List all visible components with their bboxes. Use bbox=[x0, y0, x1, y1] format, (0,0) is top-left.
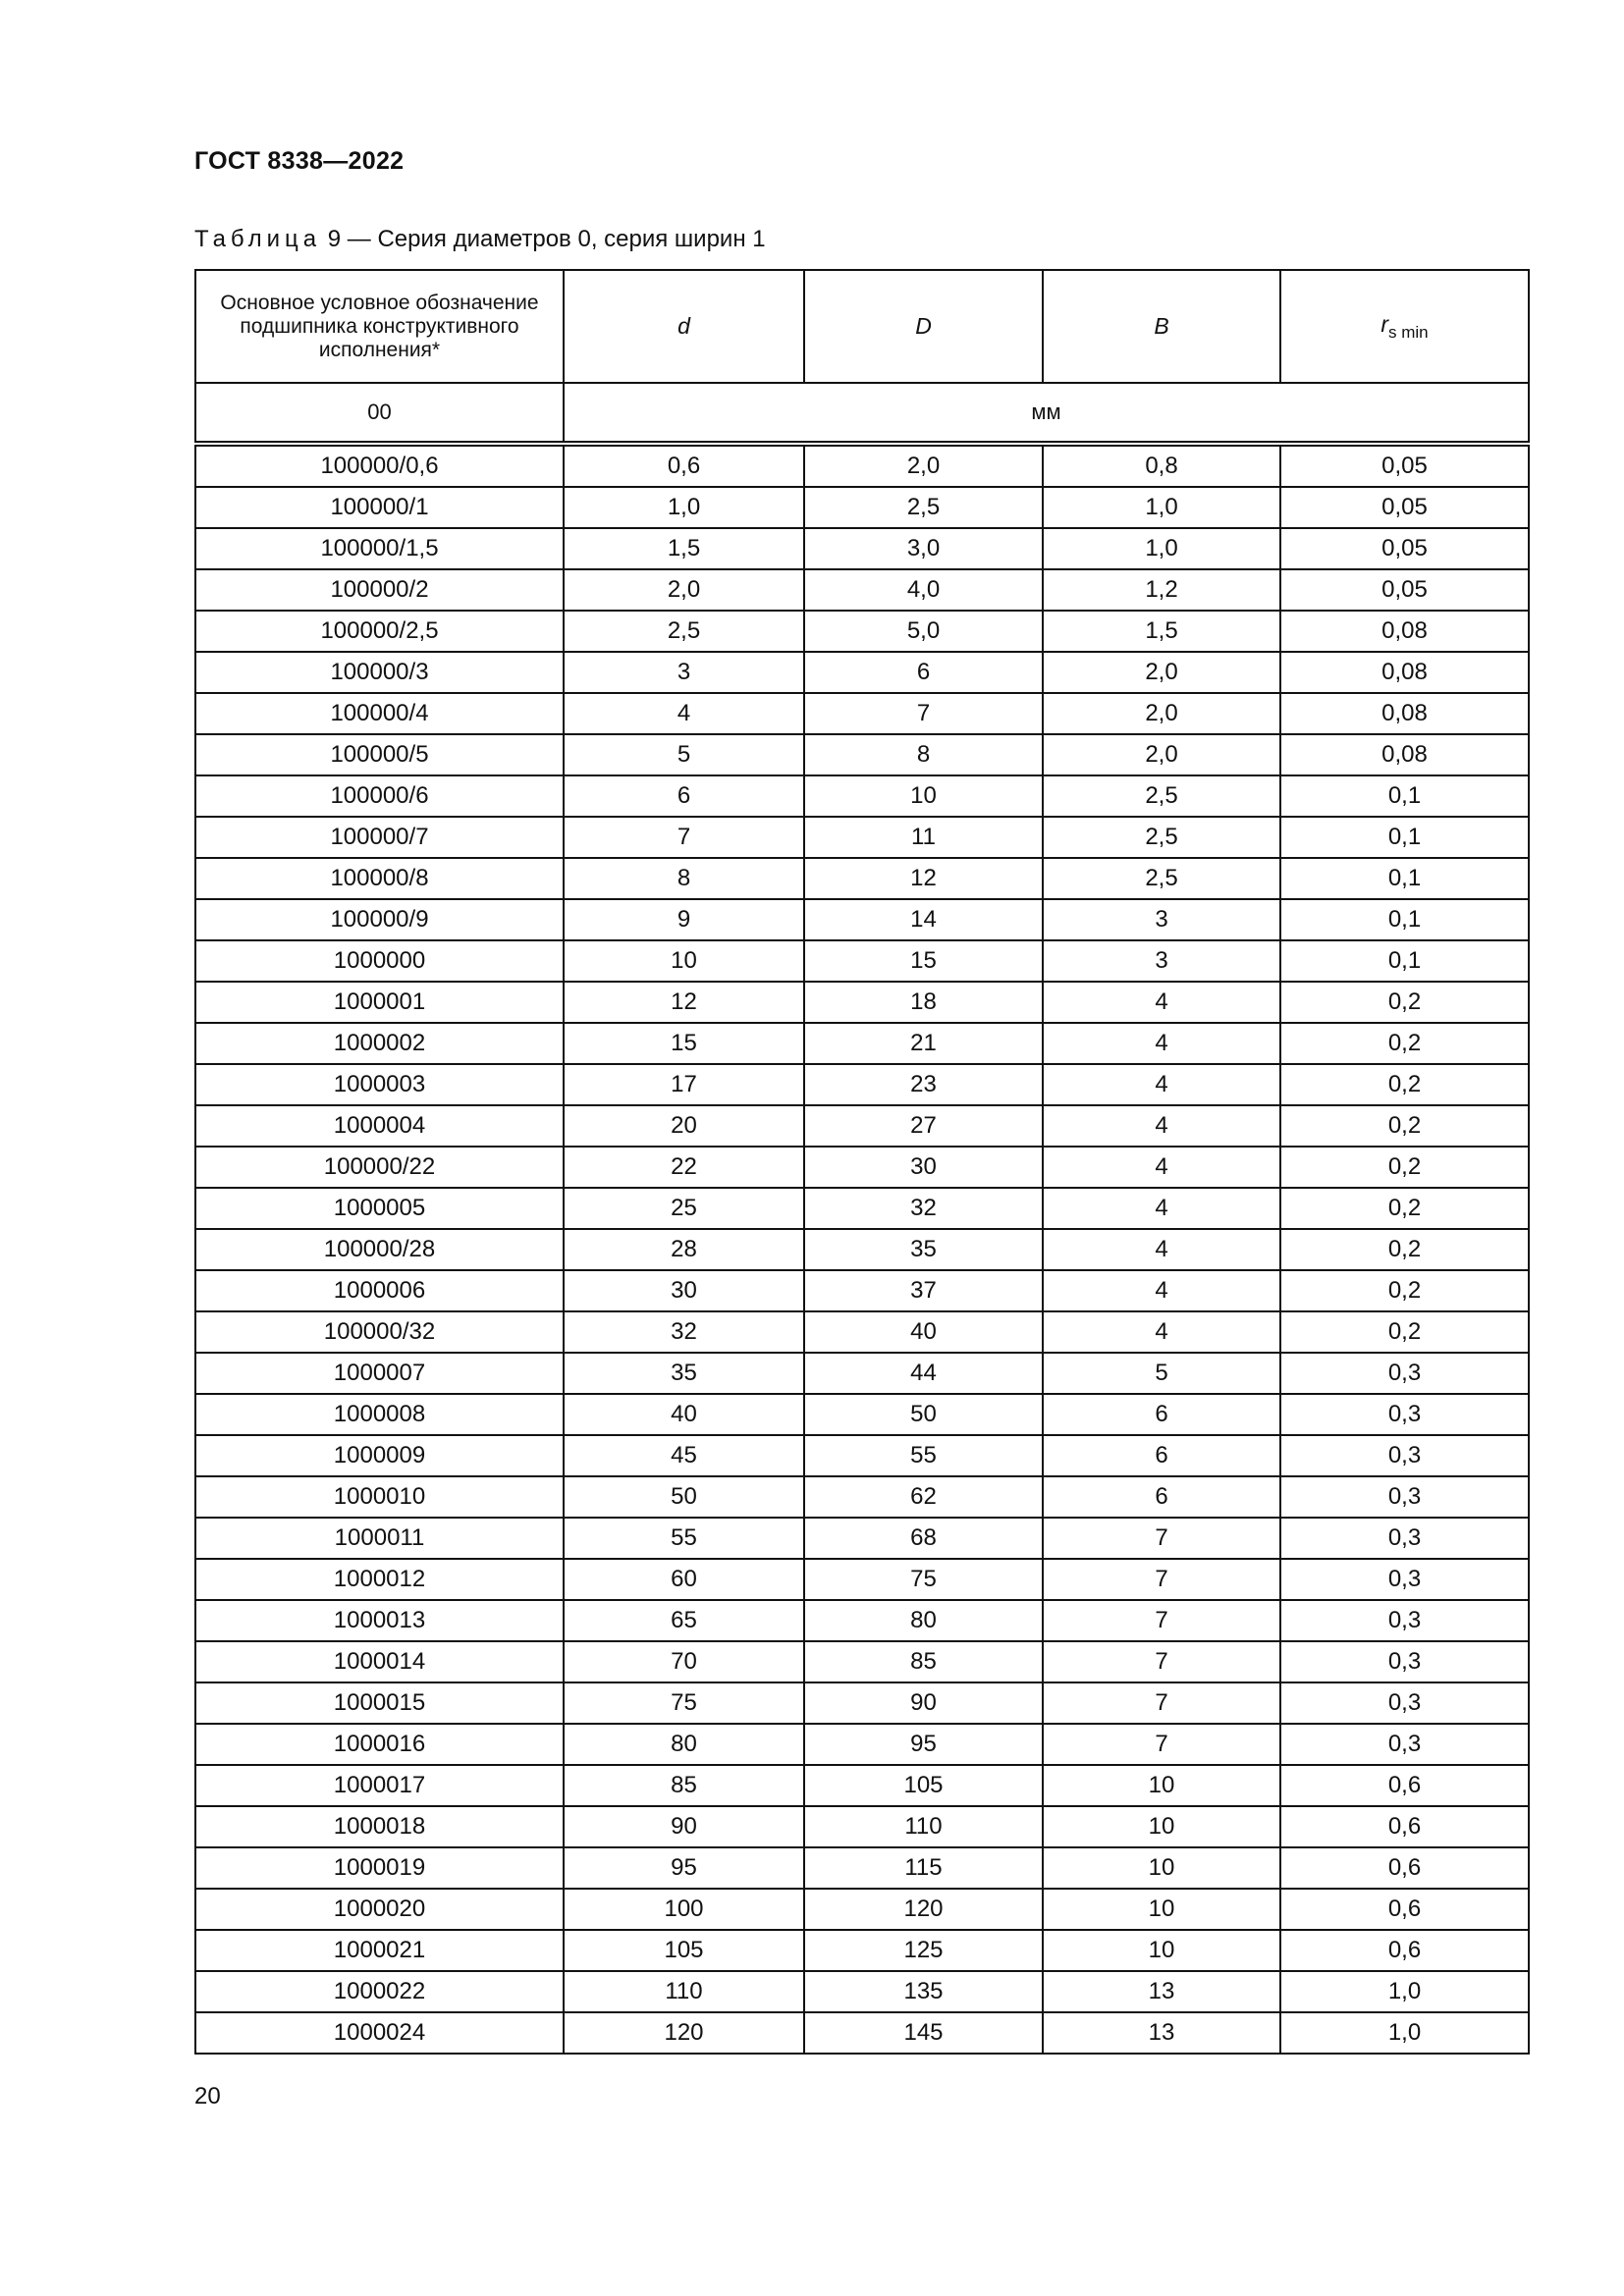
table-row bbox=[195, 611, 1529, 652]
cell-r-s-min: 0,1 bbox=[1280, 940, 1529, 982]
subheader-unit: мм bbox=[564, 383, 1529, 444]
table-row bbox=[195, 940, 1529, 982]
table-row bbox=[195, 693, 1529, 734]
document-header: ГОСТ 8338—2022 bbox=[194, 147, 405, 175]
table-row bbox=[195, 817, 1529, 858]
cell-B: 2,5 bbox=[1043, 817, 1280, 858]
cell-designation: 1000021 bbox=[195, 1930, 564, 1971]
cell-B: 2,0 bbox=[1043, 693, 1280, 734]
cell-designation: 1000003 bbox=[195, 1064, 564, 1105]
cell-d: 6 bbox=[564, 775, 804, 817]
header-r-symbol: r bbox=[1380, 310, 1389, 337]
table-row bbox=[195, 569, 1529, 611]
cell-B: 3 bbox=[1043, 940, 1280, 982]
cell-D: 37 bbox=[804, 1270, 1043, 1311]
cell-B: 13 bbox=[1043, 1971, 1280, 2012]
cell-B: 4 bbox=[1043, 1229, 1280, 1270]
cell-designation: 100000/3 bbox=[195, 652, 564, 693]
cell-D: 6 bbox=[804, 652, 1043, 693]
cell-designation: 1000008 bbox=[195, 1394, 564, 1435]
cell-B: 4 bbox=[1043, 982, 1280, 1023]
cell-d: 10 bbox=[564, 940, 804, 982]
table-row bbox=[195, 1971, 1529, 2012]
cell-d: 8 bbox=[564, 858, 804, 899]
cell-r-s-min: 0,3 bbox=[1280, 1435, 1529, 1476]
cell-r-s-min: 0,2 bbox=[1280, 1023, 1529, 1064]
cell-d: 1,0 bbox=[564, 487, 804, 528]
cell-designation: 1000013 bbox=[195, 1600, 564, 1641]
cell-d: 50 bbox=[564, 1476, 804, 1518]
subheader-type-code: 00 bbox=[195, 383, 564, 444]
cell-D: 2,0 bbox=[804, 444, 1043, 487]
table-row bbox=[195, 1806, 1529, 1847]
cell-D: 90 bbox=[804, 1682, 1043, 1724]
table-row bbox=[195, 734, 1529, 775]
cell-r-s-min: 0,1 bbox=[1280, 817, 1529, 858]
cell-d: 120 bbox=[564, 2012, 804, 2054]
cell-B: 1,5 bbox=[1043, 611, 1280, 652]
cell-d: 100 bbox=[564, 1889, 804, 1930]
table-row bbox=[195, 1518, 1529, 1559]
cell-r-s-min: 0,3 bbox=[1280, 1682, 1529, 1724]
cell-d: 25 bbox=[564, 1188, 804, 1229]
cell-D: 44 bbox=[804, 1353, 1043, 1394]
cell-r-s-min: 0,05 bbox=[1280, 444, 1529, 487]
header-B bbox=[1043, 270, 1280, 383]
cell-B: 13 bbox=[1043, 2012, 1280, 2054]
cell-r-s-min: 0,6 bbox=[1280, 1806, 1529, 1847]
table-row bbox=[195, 1765, 1529, 1806]
cell-B: 1,2 bbox=[1043, 569, 1280, 611]
cell-r-s-min: 0,3 bbox=[1280, 1353, 1529, 1394]
cell-d: 90 bbox=[564, 1806, 804, 1847]
cell-B: 10 bbox=[1043, 1847, 1280, 1889]
cell-r-s-min: 0,2 bbox=[1280, 1188, 1529, 1229]
cell-designation: 100000/32 bbox=[195, 1311, 564, 1353]
cell-D: 11 bbox=[804, 817, 1043, 858]
cell-B: 7 bbox=[1043, 1724, 1280, 1765]
table-row bbox=[195, 982, 1529, 1023]
cell-r-s-min: 0,3 bbox=[1280, 1600, 1529, 1641]
table-caption-text: 9 — Серия диаметров 0, серия ширин 1 bbox=[327, 226, 766, 252]
cell-r-s-min: 0,1 bbox=[1280, 858, 1529, 899]
table-row bbox=[195, 1724, 1529, 1765]
cell-B: 10 bbox=[1043, 1765, 1280, 1806]
cell-designation: 1000006 bbox=[195, 1270, 564, 1311]
cell-r-s-min: 0,3 bbox=[1280, 1641, 1529, 1682]
cell-D: 27 bbox=[804, 1105, 1043, 1147]
cell-r-s-min: 0,2 bbox=[1280, 1105, 1529, 1147]
cell-designation: 1000000 bbox=[195, 940, 564, 982]
cell-D: 35 bbox=[804, 1229, 1043, 1270]
cell-B: 2,5 bbox=[1043, 858, 1280, 899]
table-caption bbox=[194, 226, 766, 253]
bearing-dimensions-table bbox=[194, 269, 1530, 2055]
cell-d: 28 bbox=[564, 1229, 804, 1270]
cell-designation: 1000020 bbox=[195, 1889, 564, 1930]
table-row bbox=[195, 1930, 1529, 1971]
table-row bbox=[195, 1023, 1529, 1064]
cell-r-s-min: 0,2 bbox=[1280, 1147, 1529, 1188]
table-row bbox=[195, 1889, 1529, 1930]
cell-designation: 100000/0,6 bbox=[195, 444, 564, 487]
cell-B: 4 bbox=[1043, 1105, 1280, 1147]
cell-D: 30 bbox=[804, 1147, 1043, 1188]
cell-B: 4 bbox=[1043, 1023, 1280, 1064]
cell-designation: 100000/6 bbox=[195, 775, 564, 817]
cell-designation: 100000/9 bbox=[195, 899, 564, 940]
cell-r-s-min: 0,3 bbox=[1280, 1476, 1529, 1518]
cell-r-s-min: 0,3 bbox=[1280, 1518, 1529, 1559]
cell-d: 3 bbox=[564, 652, 804, 693]
table-row bbox=[195, 1353, 1529, 1394]
page-number: 20 bbox=[194, 2083, 221, 2109]
cell-D: 145 bbox=[804, 2012, 1043, 2054]
cell-r-s-min: 0,6 bbox=[1280, 1847, 1529, 1889]
cell-designation: 100000/22 bbox=[195, 1147, 564, 1188]
cell-r-s-min: 0,3 bbox=[1280, 1724, 1529, 1765]
cell-designation: 1000018 bbox=[195, 1806, 564, 1847]
cell-B: 6 bbox=[1043, 1476, 1280, 1518]
header-D-symbol: D bbox=[915, 312, 932, 339]
cell-d: 2,0 bbox=[564, 569, 804, 611]
cell-designation: 100000/8 bbox=[195, 858, 564, 899]
cell-D: 115 bbox=[804, 1847, 1043, 1889]
cell-B: 2,0 bbox=[1043, 652, 1280, 693]
cell-d: 0,6 bbox=[564, 444, 804, 487]
cell-d: 35 bbox=[564, 1353, 804, 1394]
table-row bbox=[195, 1847, 1529, 1889]
cell-D: 40 bbox=[804, 1311, 1043, 1353]
cell-d: 55 bbox=[564, 1518, 804, 1559]
cell-D: 23 bbox=[804, 1064, 1043, 1105]
cell-B: 7 bbox=[1043, 1559, 1280, 1600]
table-row bbox=[195, 1105, 1529, 1147]
cell-d: 32 bbox=[564, 1311, 804, 1353]
cell-B: 7 bbox=[1043, 1641, 1280, 1682]
cell-r-s-min: 0,1 bbox=[1280, 899, 1529, 940]
table-row bbox=[195, 1559, 1529, 1600]
cell-B: 10 bbox=[1043, 1806, 1280, 1847]
cell-B: 2,0 bbox=[1043, 734, 1280, 775]
table-row bbox=[195, 1229, 1529, 1270]
cell-d: 95 bbox=[564, 1847, 804, 1889]
cell-B: 6 bbox=[1043, 1435, 1280, 1476]
cell-r-s-min: 0,08 bbox=[1280, 734, 1529, 775]
cell-r-s-min: 0,05 bbox=[1280, 569, 1529, 611]
table-row bbox=[195, 1435, 1529, 1476]
cell-B: 10 bbox=[1043, 1930, 1280, 1971]
cell-D: 3,0 bbox=[804, 528, 1043, 569]
cell-B: 6 bbox=[1043, 1394, 1280, 1435]
cell-designation: 1000001 bbox=[195, 982, 564, 1023]
cell-D: 15 bbox=[804, 940, 1043, 982]
cell-designation: 1000011 bbox=[195, 1518, 564, 1559]
cell-D: 5,0 bbox=[804, 611, 1043, 652]
cell-D: 14 bbox=[804, 899, 1043, 940]
cell-d: 12 bbox=[564, 982, 804, 1023]
cell-designation: 1000010 bbox=[195, 1476, 564, 1518]
header-d bbox=[564, 270, 804, 383]
table-row bbox=[195, 1600, 1529, 1641]
table-row bbox=[195, 1270, 1529, 1311]
cell-d: 105 bbox=[564, 1930, 804, 1971]
cell-d: 80 bbox=[564, 1724, 804, 1765]
cell-d: 22 bbox=[564, 1147, 804, 1188]
cell-r-s-min: 0,05 bbox=[1280, 487, 1529, 528]
cell-D: 10 bbox=[804, 775, 1043, 817]
cell-D: 21 bbox=[804, 1023, 1043, 1064]
cell-d: 85 bbox=[564, 1765, 804, 1806]
cell-D: 8 bbox=[804, 734, 1043, 775]
cell-r-s-min: 0,3 bbox=[1280, 1559, 1529, 1600]
header-d-symbol: d bbox=[677, 312, 690, 339]
table-row bbox=[195, 528, 1529, 569]
cell-designation: 1000022 bbox=[195, 1971, 564, 2012]
cell-d: 110 bbox=[564, 1971, 804, 2012]
table-row bbox=[195, 1641, 1529, 1682]
cell-r-s-min: 0,08 bbox=[1280, 652, 1529, 693]
cell-designation: 1000016 bbox=[195, 1724, 564, 1765]
table-row bbox=[195, 858, 1529, 899]
cell-d: 5 bbox=[564, 734, 804, 775]
cell-r-s-min: 0,2 bbox=[1280, 1229, 1529, 1270]
table-row bbox=[195, 2012, 1529, 2054]
table-row bbox=[195, 775, 1529, 817]
table-header-row bbox=[195, 270, 1529, 383]
cell-r-s-min: 0,1 bbox=[1280, 775, 1529, 817]
cell-designation: 1000004 bbox=[195, 1105, 564, 1147]
cell-d: 40 bbox=[564, 1394, 804, 1435]
cell-D: 110 bbox=[804, 1806, 1043, 1847]
cell-D: 68 bbox=[804, 1518, 1043, 1559]
cell-D: 135 bbox=[804, 1971, 1043, 2012]
cell-designation: 100000/1,5 bbox=[195, 528, 564, 569]
cell-B: 4 bbox=[1043, 1311, 1280, 1353]
cell-D: 105 bbox=[804, 1765, 1043, 1806]
cell-designation: 1000015 bbox=[195, 1682, 564, 1724]
cell-designation: 1000009 bbox=[195, 1435, 564, 1476]
cell-designation: 100000/2,5 bbox=[195, 611, 564, 652]
header-r-s-min bbox=[1280, 270, 1529, 383]
cell-d: 75 bbox=[564, 1682, 804, 1724]
cell-D: 75 bbox=[804, 1559, 1043, 1600]
cell-r-s-min: 0,08 bbox=[1280, 693, 1529, 734]
cell-designation: 100000/7 bbox=[195, 817, 564, 858]
cell-designation: 1000014 bbox=[195, 1641, 564, 1682]
cell-designation: 100000/2 bbox=[195, 569, 564, 611]
cell-D: 85 bbox=[804, 1641, 1043, 1682]
cell-D: 55 bbox=[804, 1435, 1043, 1476]
cell-D: 125 bbox=[804, 1930, 1043, 1971]
cell-d: 60 bbox=[564, 1559, 804, 1600]
cell-B: 0,8 bbox=[1043, 444, 1280, 487]
cell-designation: 1000017 bbox=[195, 1765, 564, 1806]
cell-d: 9 bbox=[564, 899, 804, 940]
cell-B: 4 bbox=[1043, 1064, 1280, 1105]
cell-designation: 100000/5 bbox=[195, 734, 564, 775]
table-row bbox=[195, 1476, 1529, 1518]
cell-r-s-min: 0,3 bbox=[1280, 1394, 1529, 1435]
cell-r-s-min: 0,6 bbox=[1280, 1930, 1529, 1971]
cell-d: 7 bbox=[564, 817, 804, 858]
cell-B: 2,5 bbox=[1043, 775, 1280, 817]
cell-r-s-min: 0,08 bbox=[1280, 611, 1529, 652]
table-row bbox=[195, 652, 1529, 693]
cell-designation: 1000005 bbox=[195, 1188, 564, 1229]
cell-D: 62 bbox=[804, 1476, 1043, 1518]
cell-r-s-min: 0,2 bbox=[1280, 982, 1529, 1023]
table-row bbox=[195, 1682, 1529, 1724]
header-r-subscript: s min bbox=[1388, 322, 1429, 342]
cell-B: 10 bbox=[1043, 1889, 1280, 1930]
cell-d: 4 bbox=[564, 693, 804, 734]
cell-designation: 1000019 bbox=[195, 1847, 564, 1889]
table-row bbox=[195, 444, 1529, 487]
cell-d: 45 bbox=[564, 1435, 804, 1476]
table-row bbox=[195, 899, 1529, 940]
cell-d: 15 bbox=[564, 1023, 804, 1064]
cell-B: 7 bbox=[1043, 1518, 1280, 1559]
cell-d: 30 bbox=[564, 1270, 804, 1311]
cell-D: 80 bbox=[804, 1600, 1043, 1641]
cell-r-s-min: 0,6 bbox=[1280, 1889, 1529, 1930]
cell-D: 32 bbox=[804, 1188, 1043, 1229]
cell-d: 70 bbox=[564, 1641, 804, 1682]
cell-r-s-min: 0,6 bbox=[1280, 1765, 1529, 1806]
table-body bbox=[195, 444, 1529, 2054]
table-row bbox=[195, 1064, 1529, 1105]
cell-r-s-min: 1,0 bbox=[1280, 2012, 1529, 2054]
cell-B: 1,0 bbox=[1043, 528, 1280, 569]
table-row bbox=[195, 1394, 1529, 1435]
cell-r-s-min: 0,2 bbox=[1280, 1311, 1529, 1353]
cell-designation: 100000/28 bbox=[195, 1229, 564, 1270]
cell-designation: 1000012 bbox=[195, 1559, 564, 1600]
cell-r-s-min: 1,0 bbox=[1280, 1971, 1529, 2012]
cell-designation: 1000002 bbox=[195, 1023, 564, 1064]
header-designation: Основное условное обозначение подшипника конструктивного исполнения* bbox=[195, 270, 564, 383]
cell-r-s-min: 0,2 bbox=[1280, 1064, 1529, 1105]
cell-d: 17 bbox=[564, 1064, 804, 1105]
table-caption-prefix: Таблица bbox=[194, 226, 322, 252]
cell-D: 12 bbox=[804, 858, 1043, 899]
cell-B: 7 bbox=[1043, 1600, 1280, 1641]
table-row bbox=[195, 1311, 1529, 1353]
table-row bbox=[195, 487, 1529, 528]
cell-designation: 1000007 bbox=[195, 1353, 564, 1394]
cell-B: 5 bbox=[1043, 1353, 1280, 1394]
cell-d: 1,5 bbox=[564, 528, 804, 569]
cell-D: 120 bbox=[804, 1889, 1043, 1930]
header-B-symbol: B bbox=[1154, 312, 1169, 339]
cell-D: 95 bbox=[804, 1724, 1043, 1765]
cell-B: 4 bbox=[1043, 1188, 1280, 1229]
cell-d: 20 bbox=[564, 1105, 804, 1147]
cell-designation: 1000024 bbox=[195, 2012, 564, 2054]
cell-B: 1,0 bbox=[1043, 487, 1280, 528]
table-subheader-row bbox=[195, 383, 1529, 444]
cell-d: 2,5 bbox=[564, 611, 804, 652]
cell-B: 7 bbox=[1043, 1682, 1280, 1724]
cell-B: 4 bbox=[1043, 1147, 1280, 1188]
cell-D: 4,0 bbox=[804, 569, 1043, 611]
cell-d: 65 bbox=[564, 1600, 804, 1641]
header-D bbox=[804, 270, 1043, 383]
cell-D: 2,5 bbox=[804, 487, 1043, 528]
cell-r-s-min: 0,05 bbox=[1280, 528, 1529, 569]
cell-D: 7 bbox=[804, 693, 1043, 734]
cell-designation: 100000/4 bbox=[195, 693, 564, 734]
cell-D: 50 bbox=[804, 1394, 1043, 1435]
table-row bbox=[195, 1147, 1529, 1188]
table-row bbox=[195, 1188, 1529, 1229]
cell-B: 4 bbox=[1043, 1270, 1280, 1311]
cell-B: 3 bbox=[1043, 899, 1280, 940]
cell-D: 18 bbox=[804, 982, 1043, 1023]
cell-r-s-min: 0,2 bbox=[1280, 1270, 1529, 1311]
cell-designation: 100000/1 bbox=[195, 487, 564, 528]
